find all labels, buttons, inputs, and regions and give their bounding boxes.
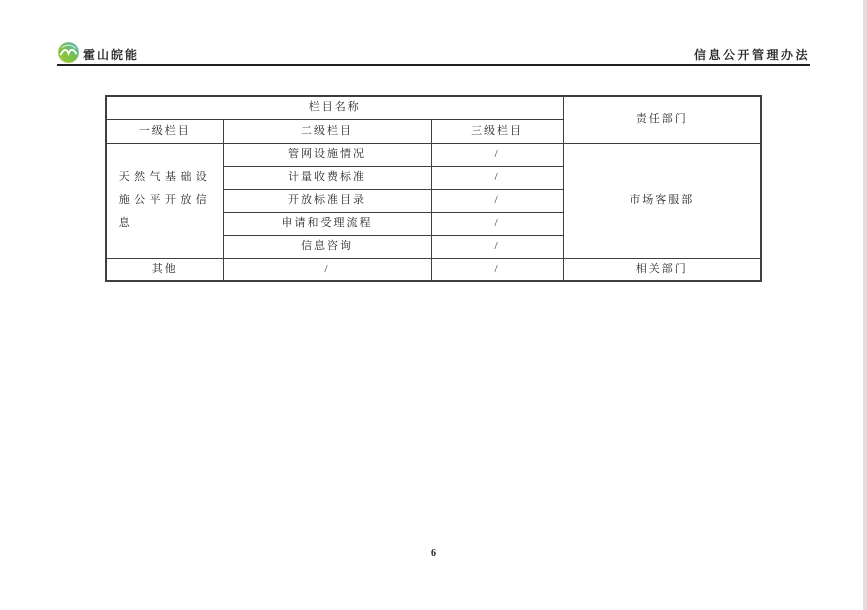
cell-level2: 申请和受理流程	[223, 212, 431, 235]
cell-level1-gas-infrastructure	[106, 143, 223, 258]
brand	[57, 39, 139, 62]
document-title: 信息公开管理办法	[693, 48, 810, 62]
header-cell-column-group: 栏目名称	[106, 96, 563, 119]
cell-level3: /	[431, 143, 563, 166]
document-header	[57, 34, 810, 66]
disclosure-columns-table	[105, 95, 762, 282]
cell-level2: 管网设施情况	[223, 143, 431, 166]
table-header-row-group	[106, 96, 761, 119]
header-cell-level3: 三级栏目	[431, 119, 563, 143]
cell-level2: 计量收费标准	[223, 166, 431, 189]
cell-level3: /	[431, 235, 563, 258]
page-edge-strip	[863, 0, 867, 610]
header-cell-level2: 二级栏目	[223, 119, 431, 143]
header-cell-level1: 一级栏目	[106, 119, 223, 143]
cell-level1-other: 其他	[106, 258, 223, 281]
cell-department-related: 相关部门	[563, 258, 761, 281]
cell-level3: /	[431, 166, 563, 189]
cell-department-market-service: 市场客服部	[563, 143, 761, 258]
header-cell-department: 责任部门	[563, 96, 761, 143]
cell-level2: 开放标准目录	[223, 189, 431, 212]
cell-level1-text: 天然气基础设施公平开放信息	[118, 171, 211, 229]
cell-level3: /	[431, 212, 563, 235]
cell-level3: /	[431, 258, 563, 281]
page-number: 6	[431, 548, 436, 559]
cell-level2: 信息咨询	[223, 235, 431, 258]
company-logo-icon	[57, 41, 80, 64]
cell-level3: /	[431, 189, 563, 212]
table-row-other	[106, 258, 761, 281]
cell-level2: /	[223, 258, 431, 281]
table-row	[106, 143, 761, 166]
brand-name: 霍山皖能	[83, 48, 140, 62]
